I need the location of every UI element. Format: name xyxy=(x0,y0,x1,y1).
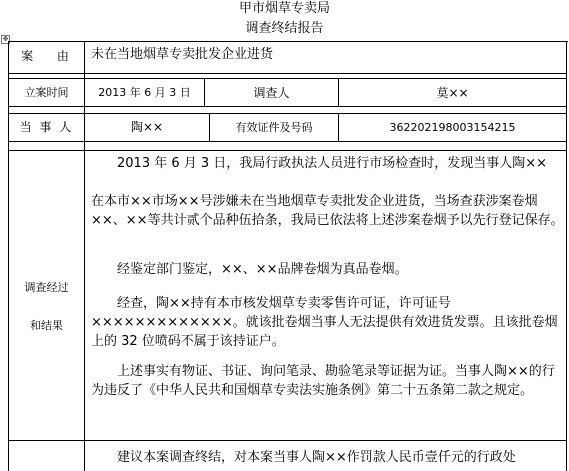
row-divider xyxy=(8,78,567,79)
suggestion-text: 建议本案调查终结，对本案当事人陶××作罚款人民币壹仟元的行政处 xyxy=(117,450,516,465)
row-divider xyxy=(8,150,567,151)
process-paragraph-1 xyxy=(91,154,566,173)
process-text-1: 2013 年 6 月 3 日，我局行政执法人员进行市场检查时，发现当事人陶×× xyxy=(117,156,548,171)
process-paragraph-5 xyxy=(91,362,566,400)
row-divider xyxy=(8,73,567,74)
org-name: 甲市烟草专卖局 xyxy=(238,1,330,16)
process-text-4: 经查，陶××持有本市核发烟草专卖零售许可证，许可证号×××××××××××××。就该批卷烟当事人无法提供有效进货发票。且该批卷烟上的 32 位喷码不属于该持证户。 xyxy=(91,296,558,349)
report-title: 调查终结报告 xyxy=(245,21,324,36)
process-text-5: 上述事实有物证、书证、询问笔录、勘验笔录等证据为证。当事人陶××的行为违反了《中华人民共和国烟草专卖法实施条例》第二十五条第二款之规定。 xyxy=(91,364,555,398)
process-text-2: 在本市××市场××号涉嫌未在当地烟草专卖批发企业进货，当场查获涉案卷烟××、××等共计贰个品种伍拾条，我局已依法将上述涉案卷烟予以先行登记保存。 xyxy=(91,194,564,228)
row-divider xyxy=(8,106,567,107)
row-divider xyxy=(8,141,567,142)
process-label-line2: 和结果 xyxy=(30,319,63,332)
suggestion-paragraph xyxy=(91,448,566,467)
col-divider xyxy=(84,41,85,471)
party-name: 陶×× xyxy=(130,120,164,134)
id-label: 有效证件及号码 xyxy=(235,121,313,134)
table-move-handle-icon[interactable]: ✥ xyxy=(2,35,9,43)
id-number: 362202198003154215 xyxy=(389,121,516,134)
process-paragraph-2 xyxy=(91,192,566,230)
party-label: 当 事 人 xyxy=(19,120,74,134)
case-label: 案 由 xyxy=(21,49,79,63)
investigator-name: 莫×× xyxy=(436,86,469,100)
filing-date-label: 立案时间 xyxy=(24,86,69,99)
table-border-top xyxy=(8,41,568,42)
row-divider xyxy=(8,113,567,114)
filing-date: 2013 年 6 月 3 日 xyxy=(98,86,191,99)
process-paragraph-4 xyxy=(91,294,566,351)
case-value: 未在当地烟草专卖批发企业进货 xyxy=(91,47,274,62)
row-divider xyxy=(8,440,567,441)
process-text-3: 经鉴定部门鉴定，××、××品牌卷烟为真品卷烟。 xyxy=(117,262,408,277)
process-label-line1: 调查经过 xyxy=(24,281,69,294)
investigator-label: 调查人 xyxy=(253,86,290,100)
process-paragraph-3 xyxy=(91,260,566,279)
